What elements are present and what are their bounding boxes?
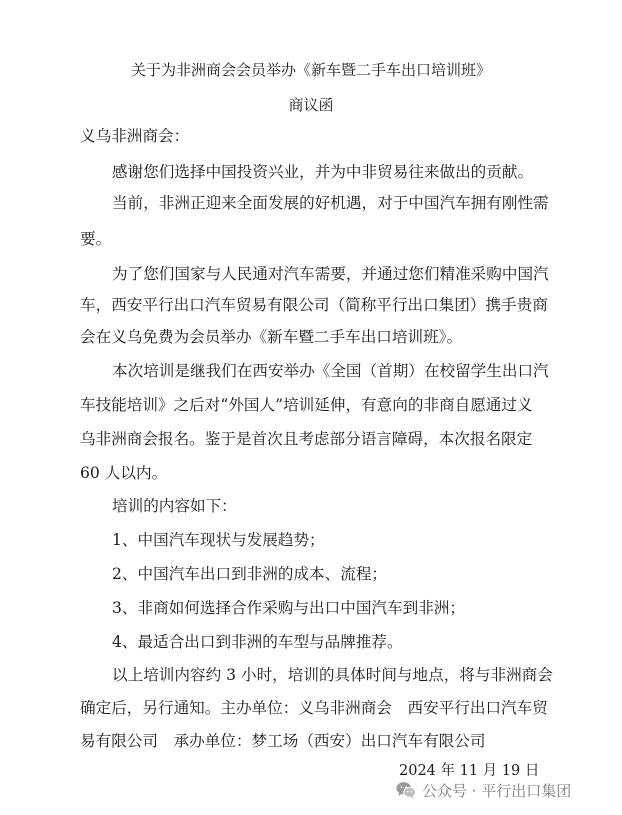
body-line: 培训的内容如下： (112, 497, 237, 515)
list-item: 3、非商如何选择合作采购与出口中国汽车到非洲； (112, 599, 465, 617)
body-line: 感谢您们选择中国投资兴业，并为中非贸易往来做出的贡献。 (112, 163, 534, 181)
list-item: 2、中国汽车出口到非洲的成本、流程； (112, 565, 388, 583)
salutation: 义乌非洲商会： (80, 127, 190, 145)
body-line: 要。 (80, 230, 112, 248)
list-item: 4、最适合出口到非洲的车型与品牌推荐。 (112, 633, 403, 651)
body-line: 当前，非洲正迎来全面发展的好机遇，对于中国汽车拥有刚性需 (112, 194, 549, 212)
body-line: 以上培训内容约 3 小时，培训的具体时间与地点，将与非洲商会 (112, 666, 553, 684)
document-title-line2: 商议函 (288, 96, 334, 114)
list-item: 1、中国汽车现状与发展趋势； (112, 531, 325, 549)
body-line: 车技能培训》之后对“外国人”培训延伸，有意向的非商自愿通过义 (80, 396, 533, 414)
body-line: 为了您们国家与人民通对汽车需要，并通过您们精准采购中国汽 (112, 265, 549, 283)
watermark-text: 公众号 · 平行出口集团 (422, 781, 572, 800)
body-line: 易有限公司 承办单位：梦工场（西安）出口汽车有限公司 (80, 732, 486, 750)
document-date: 2024 年 11 月 19 日 (399, 763, 540, 779)
body-line: 确定后，另行通知。主办单位：义乌非洲商会 西安平行出口汽车贸 (80, 699, 548, 717)
watermark (395, 776, 571, 804)
body-line: 会在义乌免费为会员举办《新车暨二手车出口培训班》。 (80, 328, 463, 346)
wechat-icon (395, 780, 417, 800)
body-line: 乌非洲商会报名。鉴于是首次且考虑部分语言障碍，本次报名限定 (80, 430, 533, 448)
body-line: 车，西安平行出口汽车贸易有限公司（简称平行出口集团）携手贵商 (80, 296, 548, 314)
document-title-line1: 关于为非洲商会会员举办《新车暨二手车出口培训班》 (130, 61, 491, 79)
body-line: 60 人以内。 (80, 464, 168, 482)
body-line: 本次培训是继我们在西安举办《全国（首期）在校留学生出口汽 (112, 362, 549, 380)
